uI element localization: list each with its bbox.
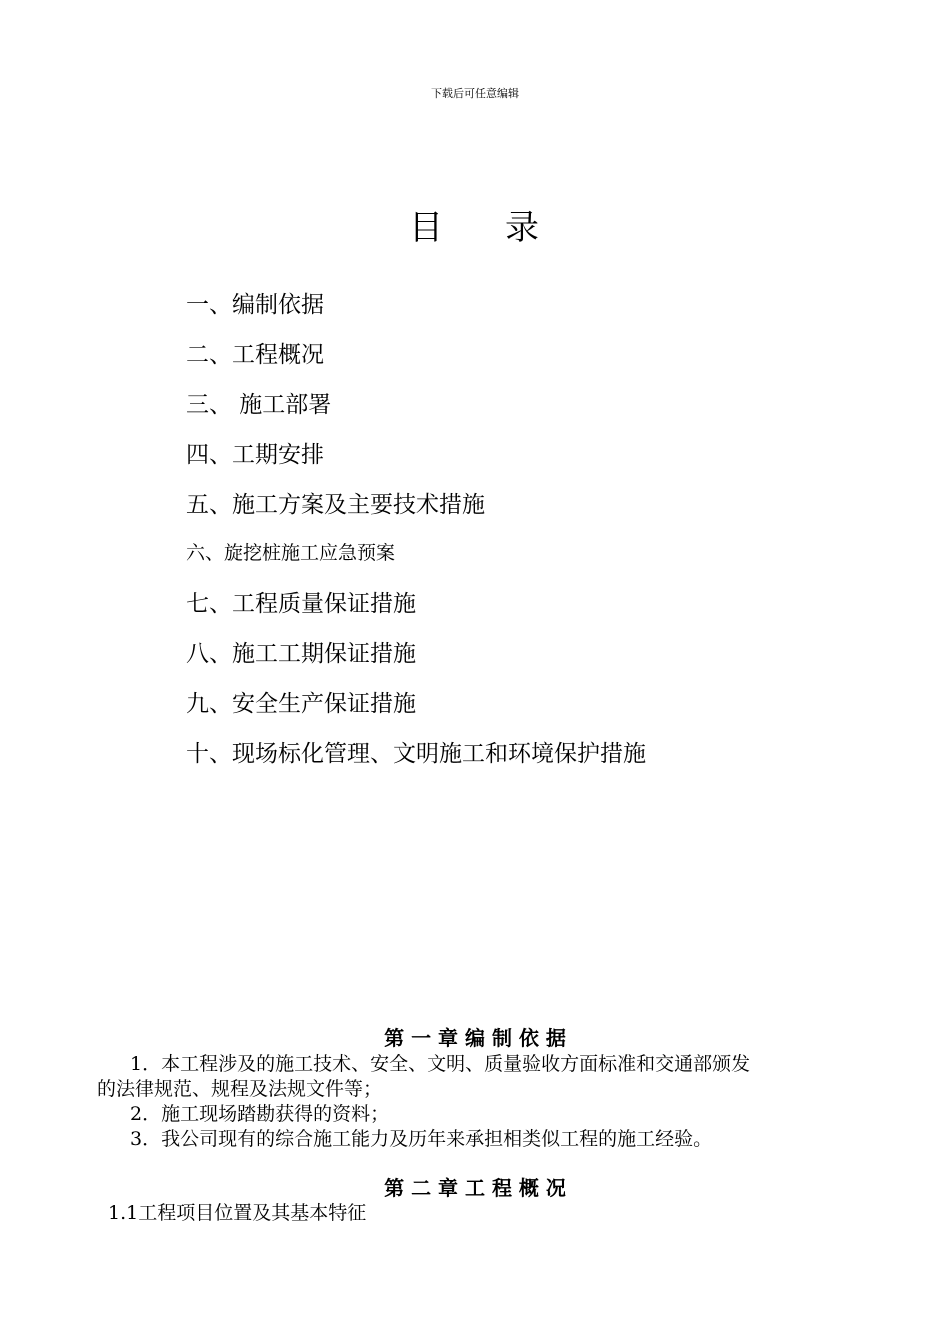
section-1-1-heading: 1.1工程项目位置及其基本特征	[108, 1202, 367, 1224]
toc-item: 五、施工方案及主要技术措施	[186, 492, 485, 518]
chapter-2-title: 第 二 章 工 程 概 况	[384, 1176, 566, 1200]
toc-item: 九、安全生产保证措施	[186, 691, 416, 717]
toc-title-char-2: 录	[505, 208, 541, 248]
toc-item: 八、施工工期保证措施	[186, 641, 416, 667]
chapter-1-paragraph-2: 2．施工现场踏勘获得的资料；	[130, 1103, 390, 1125]
chapter-1-paragraph-1-line-1: 1．本工程涉及的施工技术、安全、文明、质量验收方面标准和交通部颁发	[130, 1053, 751, 1075]
toc-item: 二、工程概况	[186, 342, 324, 368]
toc-item: 十、现场标化管理、文明施工和环境保护措施	[186, 741, 646, 767]
toc-item: 三、 施工部署	[186, 392, 332, 418]
chapter-1-title: 第 一 章 编 制 依 据	[384, 1026, 566, 1050]
chapter-1-paragraph-3: 3．我公司现有的综合施工能力及历年来承担相类似工程的施工经验。	[130, 1128, 713, 1150]
toc-item: 六、旋挖桩施工应急预案	[186, 542, 396, 564]
toc-title	[0, 200, 950, 249]
toc-item: 七、工程质量保证措施	[186, 591, 416, 617]
header-note: 下载后可任意编辑	[431, 87, 519, 100]
toc-title-char-1: 目	[409, 208, 445, 248]
chapter-1-paragraph-1-line-2: 的法律规范、规程及法规文件等；	[97, 1078, 383, 1100]
toc-item: 一、编制依据	[186, 292, 324, 318]
toc-item: 四、工期安排	[186, 442, 324, 468]
